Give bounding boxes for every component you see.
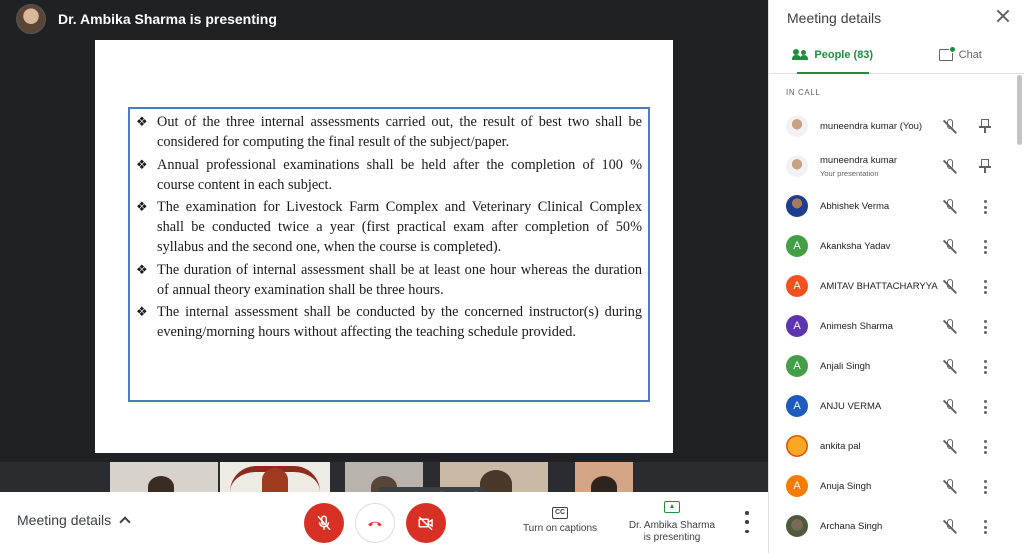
mic-off-icon — [943, 119, 957, 135]
participant-avatar: A — [786, 235, 808, 257]
presenter-name: Dr. Ambika Sharma is presenting — [58, 11, 277, 27]
participant-name: Archana Singh — [820, 521, 883, 532]
participant-more-icon[interactable] — [982, 360, 988, 374]
tab-people-label: People (83) — [814, 48, 874, 61]
slide-bullet-item — [136, 302, 642, 342]
panel-title: Meeting details — [787, 10, 882, 26]
chevron-up-icon — [120, 516, 131, 527]
mic-off-icon — [943, 359, 957, 375]
participant-name: Abhishek Verma — [820, 201, 890, 212]
participant-name: Akanksha Yadav — [820, 241, 891, 252]
bullet-diamond-icon: ❖ — [136, 199, 148, 214]
participant-avatar: A — [786, 355, 808, 377]
panel-tabs — [769, 36, 1024, 74]
participant-row[interactable] — [769, 148, 1009, 188]
participant-avatar — [786, 155, 808, 177]
participant-row[interactable] — [769, 348, 1009, 388]
participant-more-icon[interactable] — [982, 480, 988, 494]
presenting-label-line1: Dr. Ambika Sharma — [628, 520, 716, 531]
participant-row[interactable] — [769, 468, 1009, 508]
slide-bullet-item — [136, 260, 642, 300]
mic-off-icon — [943, 239, 957, 255]
participant-avatar — [786, 515, 808, 537]
participant-row[interactable] — [769, 268, 1009, 308]
mic-off-icon — [943, 279, 957, 295]
more-dot — [745, 520, 749, 524]
participant-name: Anuja Singh — [820, 481, 872, 492]
presenting-label-line2: is presenting — [643, 532, 701, 543]
bottom-control-bar — [0, 492, 768, 553]
bullet-text: The examination for Livestock Farm Complex and Veterinary Clinical Complex shall be conducted twice a year (first practical exam after completion of 50% syllabus and the second one, when the course is completed). — [157, 199, 642, 255]
bullet-diamond-icon: ❖ — [136, 156, 148, 172]
bullet-text: Annual professional examinations shall be held after the completion of 100 % course content in each subject. — [157, 156, 642, 193]
participant-name: muneendra kumar (You) — [820, 121, 923, 132]
camera-off-icon — [417, 514, 435, 532]
microphone-toggle-button[interactable] — [304, 503, 344, 543]
slide-bullet-item — [136, 112, 642, 152]
hang-up-icon — [366, 514, 384, 532]
participant-name: Anjali Singh — [820, 361, 871, 372]
people-icon — [792, 49, 808, 60]
presenter-bar — [0, 0, 768, 38]
captions-label: Turn on captions — [522, 523, 598, 534]
participant-more-icon[interactable] — [982, 400, 988, 414]
presenting-status-button[interactable] — [620, 501, 724, 544]
participant-avatar: A — [786, 315, 808, 337]
chat-icon — [939, 49, 953, 61]
present-screen-icon — [664, 501, 680, 513]
mic-off-icon — [943, 479, 957, 495]
pin-icon[interactable] — [979, 119, 991, 135]
panel-header — [769, 0, 1024, 36]
mic-off-icon — [943, 319, 957, 335]
tab-chat-label: Chat — [958, 48, 982, 61]
bullet-text: Out of the three internal assessments carried out, the result of best two shall be considered for computing the final result of the subject/paper. — [157, 114, 642, 150]
mic-off-icon — [943, 519, 957, 535]
participant-more-icon[interactable] — [982, 440, 988, 454]
participant-subtitle: Your presentation — [820, 169, 879, 178]
bullet-diamond-icon: ❖ — [136, 114, 148, 129]
shared-slide — [95, 40, 673, 453]
participant-avatar: A — [786, 475, 808, 497]
meeting-details-panel — [768, 0, 1024, 553]
participant-name: ankita pal — [820, 441, 861, 452]
mic-off-icon — [943, 399, 957, 415]
more-options-button[interactable] — [740, 511, 754, 533]
participant-name: Animesh Sharma — [820, 321, 893, 332]
slide-text-box — [128, 107, 650, 402]
participant-name: ANJU VERMA — [820, 401, 882, 412]
participant-more-icon[interactable] — [982, 320, 988, 334]
participant-list — [769, 108, 1009, 548]
tab-chat[interactable] — [897, 36, 1024, 73]
panel-scrollbar[interactable] — [1017, 75, 1022, 145]
mic-off-icon — [315, 514, 333, 532]
participant-avatar — [786, 195, 808, 217]
participant-avatar: A — [786, 395, 808, 417]
close-icon[interactable] — [994, 7, 1012, 25]
slide-bullet-item — [136, 155, 642, 195]
filmstrip-tile[interactable] — [220, 462, 330, 492]
captions-icon: CC — [552, 507, 568, 519]
more-dot — [745, 511, 749, 515]
slide-bullet-list — [136, 112, 642, 342]
participant-more-icon[interactable] — [982, 280, 988, 294]
participant-row[interactable] — [769, 108, 1009, 148]
participant-more-icon[interactable] — [982, 240, 988, 254]
participant-name: muneendra kumar — [820, 155, 898, 166]
bullet-diamond-icon: ❖ — [136, 304, 148, 319]
participant-more-icon[interactable] — [982, 200, 988, 214]
bullet-diamond-icon: ❖ — [136, 261, 148, 277]
bullet-text: The internal assessment shall be conducted by the concerned instructor(s) during evening/morning hours without affecting the teaching schedule provided. — [157, 304, 642, 340]
participant-row[interactable] — [769, 308, 1009, 348]
presenter-avatar — [16, 4, 46, 34]
mic-off-icon — [943, 199, 957, 215]
filmstrip-tile[interactable] — [110, 462, 218, 492]
captions-button[interactable] — [510, 506, 610, 534]
slide-bullet-item — [136, 197, 642, 257]
pin-icon[interactable] — [979, 159, 991, 175]
participant-row[interactable] — [769, 188, 1009, 228]
leave-call-button[interactable] — [355, 503, 395, 543]
participant-name: AMITAV BHATTACHARYYA — [820, 281, 938, 292]
mic-off-icon — [943, 439, 957, 455]
participant-more-icon[interactable] — [982, 520, 988, 534]
meeting-details-label: Meeting details — [17, 512, 112, 528]
participant-row[interactable] — [769, 508, 1009, 548]
mic-off-icon — [943, 159, 957, 175]
meeting-details-button[interactable] — [17, 512, 129, 528]
more-dot — [745, 530, 749, 534]
bullet-text: The duration of internal assessment shall be at least one hour whereas the duration of annual theory examination shall be three hours. — [157, 261, 642, 298]
in-call-section-label: IN CALL — [786, 88, 821, 97]
participant-avatar: A — [786, 275, 808, 297]
tab-people[interactable] — [769, 36, 897, 73]
participant-row[interactable] — [769, 388, 1009, 428]
participant-row[interactable] — [769, 228, 1009, 268]
participant-row[interactable] — [769, 428, 1009, 468]
camera-toggle-button[interactable] — [406, 503, 446, 543]
filmstrip-tile[interactable] — [575, 462, 633, 492]
participant-avatar — [786, 435, 808, 457]
participant-avatar — [786, 115, 808, 137]
